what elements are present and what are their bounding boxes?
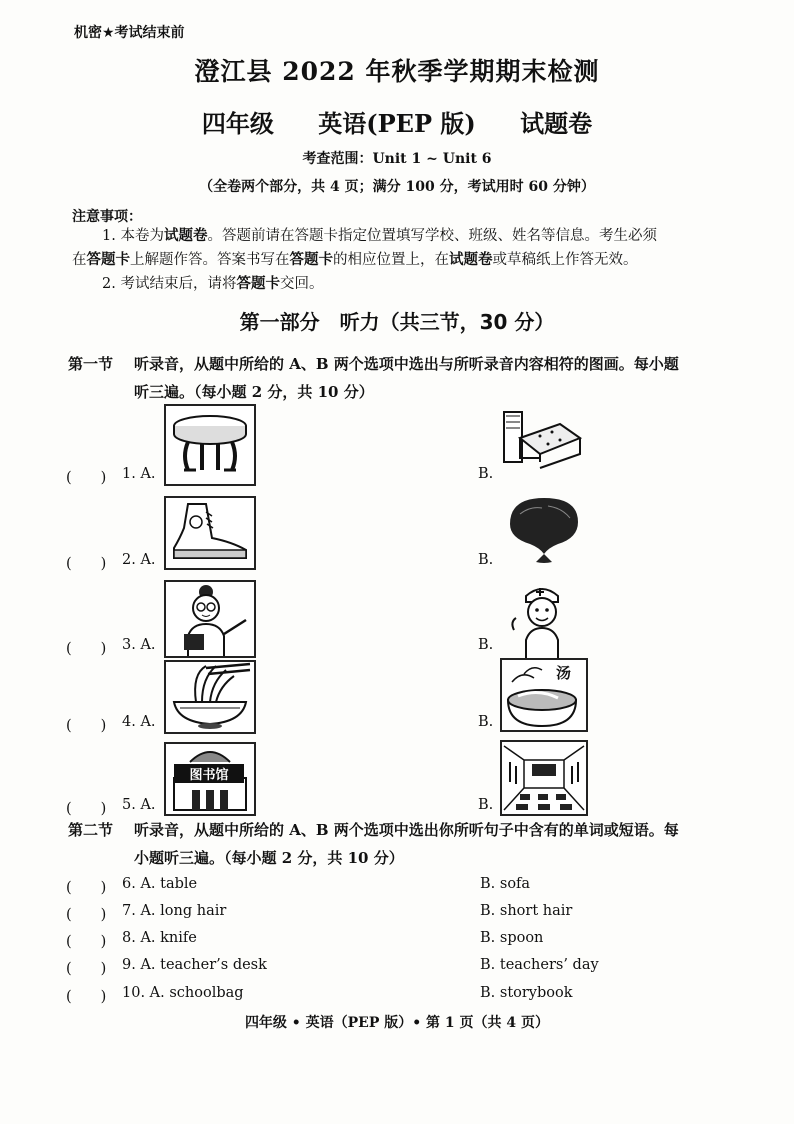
q7-paren[interactable]: ( ) [66,907,107,923]
q4-paren[interactable]: ( ) [66,718,107,734]
q9-option-a[interactable]: 9. A. teacher’s desk [122,957,267,973]
q7-option-a[interactable]: 7. A. long hair [122,903,227,919]
q10-paren[interactable]: ( ) [66,989,107,1005]
noodles-image[interactable] [164,660,256,734]
part1-title: 第一部分 听力（共三节，30 分） [239,310,555,334]
section1-label: 第一节 [68,355,114,373]
library-image[interactable] [164,742,256,816]
q10-option-b[interactable]: B. storybook [480,985,573,1001]
exam-subtitle [0,104,794,139]
page-footer: 四年级 • 英语（PEP 版）• 第 1 页（共 4 页） [244,1015,550,1031]
subject-label: 英语(PEP 版) [318,109,476,138]
sneaker-image[interactable] [164,496,256,570]
q8-paren[interactable]: ( ) [66,934,107,950]
exam-title: 澄江县 2022 年秋季学期期末检测 [194,57,600,86]
q8-option-a[interactable]: 8. A. knife [122,930,197,946]
q1-option-b-label: B. [478,466,494,482]
q5-option-a-label: 5. A. [122,797,156,813]
q2-option-a-label: 2. A. [122,552,156,568]
grade-label: 四年级 [201,109,274,138]
notice-line-2: 在答题卡上解题作答。答案书写在答题卡的相应位置上，在试题卷或草稿纸上作答无效。 [72,251,638,268]
q8-option-b[interactable]: B. spoon [480,930,544,946]
soup-image[interactable] [500,658,588,732]
library-sign: 图书馆 [174,764,244,783]
exam-info: （全卷两个部分，共 4 页；满分 100 分，考试用时 60 分钟） [199,179,595,195]
soup-char: 汤 [556,664,572,682]
q3-paren[interactable]: ( ) [66,641,107,657]
q2-paren[interactable]: ( ) [66,556,107,572]
teacher-image[interactable] [164,580,256,658]
q5-paren[interactable]: ( ) [66,801,107,817]
hair-image[interactable] [500,494,584,568]
round-table-image[interactable] [164,404,256,486]
section2-label: 第二节 [68,821,114,839]
q6-paren[interactable]: ( ) [66,880,107,896]
q3-option-a-label: 3. A. [122,637,156,653]
q7-option-b[interactable]: B. short hair [480,903,573,919]
q5-option-b-label: B. [478,797,494,813]
q2-option-b-label: B. [478,552,494,568]
notice-line-3: 2. 考试结束后，请将答题卡交回。 [102,275,324,292]
exam-scope: 考查范围：Unit 1 ~ Unit 6 [302,151,492,167]
notice-body [72,224,752,296]
notice-line-1: 1. 本卷为试题卷。答题前请在答题卡指定位置填写学校、班级、姓名等信息。考生必须 [102,227,657,244]
q4-option-b-label: B. [478,714,494,730]
q10-option-a[interactable]: 10. A. schoolbag [122,985,244,1001]
q9-option-b[interactable]: B. teachers’ day [480,957,599,973]
section2-instructions: 第二节 听录音，从题中所给的 A、B 两个选项中选出你所听句子中含有的单词或短语。每 小题听三遍。（每小题 2 分，共 10 分） [68,816,758,872]
q4-option-a-label: 4. A. [122,714,156,730]
confidential-label: 机密★考试结束前 [74,25,185,41]
q3-option-b-label: B. [478,637,494,653]
bed-image[interactable] [500,404,584,474]
nurse-image[interactable] [500,580,584,658]
q6-option-a[interactable]: 6. A. table [122,876,198,892]
q1-paren[interactable]: ( ) [66,470,107,486]
q6-option-b[interactable]: B. sofa [480,876,531,892]
paper-label: 试题卷 [520,109,593,138]
section1-instructions: 第一节 听录音，从题中所给的 A、B 两个选项中选出与所听录音内容相符的图画。每小题 听三遍。（每小题 2 分，共 10 分） [68,350,758,406]
q1-option-a-label: 1. A. [122,466,156,482]
classroom-image[interactable] [500,740,588,816]
notice-heading: 注意事项： [72,209,142,225]
q9-paren[interactable]: ( ) [66,961,107,977]
